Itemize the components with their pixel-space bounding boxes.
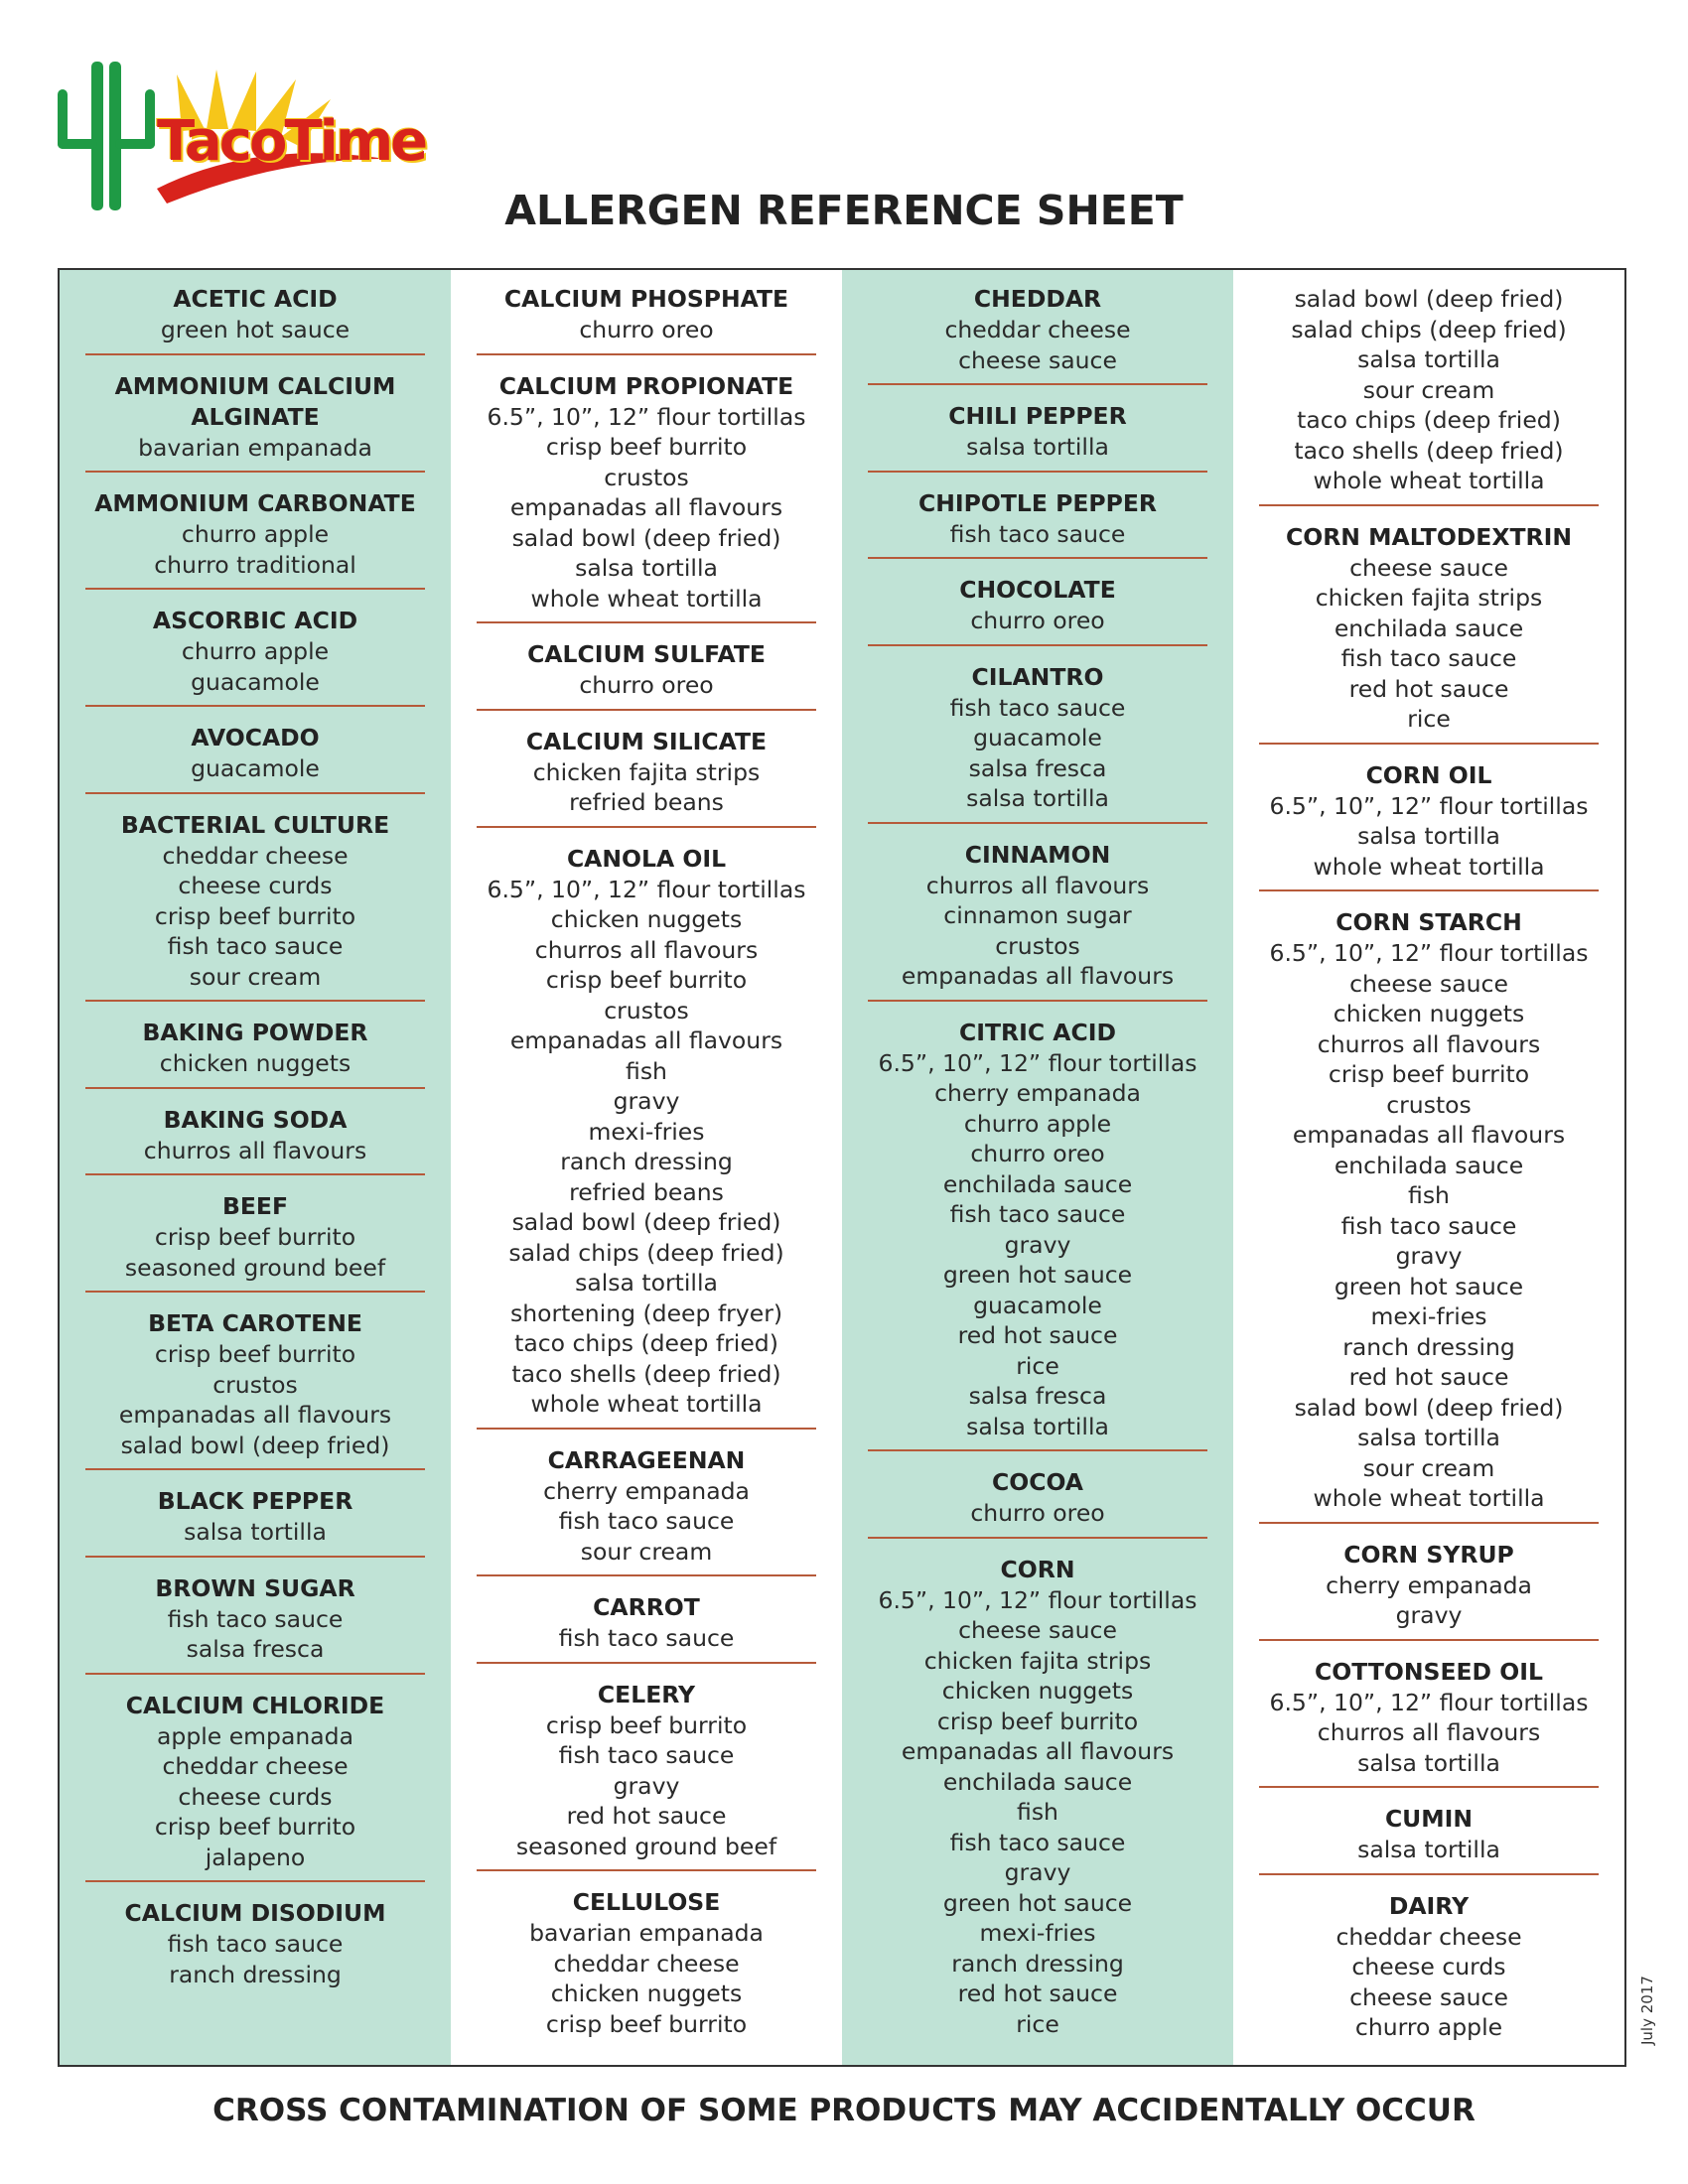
product-item: empanadas all flavours: [901, 1737, 1175, 1765]
product-item: sour cream: [189, 962, 322, 991]
product-item: crustos: [604, 463, 689, 491]
product-item: crisp beef burrito: [545, 2009, 748, 2038]
allergen-entry: [868, 397, 1207, 473]
product-item: 6.5”, 10”, 12” flour tortillas: [1269, 791, 1589, 820]
allergen-name: AVOCADO: [191, 724, 320, 751]
allergen-name: CARRAGEENAN: [547, 1445, 746, 1474]
column-2: [451, 270, 842, 2065]
product-item: gravy: [1004, 1230, 1071, 1259]
product-item: salsa tortilla: [966, 1412, 1109, 1440]
product-item: salad bowl (deep fried): [1294, 285, 1564, 313]
product-item: cheese sauce: [1349, 969, 1508, 998]
product-item: whole wheat tortilla: [1313, 467, 1545, 494]
allergen-name: CITRIC ACID: [959, 1018, 1116, 1046]
allergen-name: CALCIUM CHLORIDE: [125, 1691, 385, 1719]
product-item: guacamole: [973, 724, 1102, 751]
allergen-entry: [85, 806, 425, 1003]
product-item: sour cream: [1362, 375, 1495, 404]
product-item: crisp beef burrito: [154, 901, 356, 930]
allergen-name: AMMONIUM CALCIUM ALGINATE: [114, 371, 396, 431]
allergen-name: CHILI PEPPER: [948, 402, 1127, 430]
product-item: sour cream: [580, 1537, 713, 1566]
product-item: fish taco sauce: [167, 932, 344, 960]
allergen-entry: [868, 1463, 1207, 1539]
allergen-name: CHEDDAR: [973, 285, 1102, 313]
product-item: churro apple: [181, 637, 330, 665]
product-item: salad bowl (deep fried): [120, 1431, 390, 1459]
allergen-entry: [1259, 1887, 1599, 2051]
allergen-name: BETA CAROTENE: [148, 1309, 362, 1337]
product-item: fish: [1017, 1798, 1058, 1826]
product-item: bavarian empanada: [529, 1919, 764, 1947]
product-item: salsa tortilla: [575, 554, 718, 582]
product-item: taco chips (deep fried): [514, 1329, 778, 1357]
product-item: green hot sauce: [942, 1888, 1133, 1917]
product-item: 6.5”, 10”, 12” flour tortillas: [1269, 939, 1589, 967]
allergen-name: BLACK PEPPER: [157, 1487, 353, 1515]
product-item: fish taco sauce: [167, 1930, 344, 1958]
product-item: 6.5”, 10”, 12” flour tortillas: [487, 875, 806, 903]
product-item: crustos: [995, 931, 1080, 960]
product-item: cheese sauce: [1349, 1982, 1508, 2011]
product-item: empanadas all flavours: [118, 1401, 392, 1429]
product-item: crustos: [212, 1370, 298, 1399]
product-item: taco shells (deep fried): [1294, 436, 1564, 465]
product-item: salad chips (deep fried): [1291, 315, 1567, 343]
product-item: cheese curds: [178, 872, 333, 899]
product-item: crisp beef burrito: [154, 1340, 356, 1368]
allergen-name: BACTERIAL CULTURE: [120, 810, 390, 839]
product-item: bavarian empanada: [138, 433, 372, 462]
product-item: empanadas all flavours: [509, 493, 783, 521]
product-item: cheese sauce: [958, 345, 1117, 374]
product-item: churros all flavours: [143, 1136, 367, 1164]
product-item: ranch dressing: [1342, 1332, 1515, 1361]
allergen-entry: [85, 1482, 425, 1558]
product-item: salsa fresca: [968, 753, 1107, 782]
allergen-name: CHOCOLATE: [959, 576, 1116, 604]
product-item: mexi-fries: [1370, 1302, 1487, 1330]
allergen-entry: [477, 635, 816, 711]
product-item: gravy: [613, 1771, 680, 1800]
product-item: crisp beef burrito: [936, 1706, 1139, 1735]
product-item: salsa tortilla: [184, 1518, 327, 1546]
allergen-name: CINNAMON: [964, 840, 1111, 869]
allergen-name: CILANTRO: [971, 662, 1104, 691]
product-item: cheese curds: [1351, 1953, 1506, 1980]
allergen-name: CANOLA OIL: [566, 844, 727, 873]
product-item: ranch dressing: [560, 1148, 733, 1175]
product-item: cinnamon sugar: [943, 901, 1132, 929]
product-item: cheddar cheese: [162, 841, 349, 870]
product-item: salsa tortilla: [966, 784, 1109, 812]
allergen-entry: [477, 280, 816, 355]
allergen-name: CALCIUM DISODIUM: [124, 1899, 386, 1927]
product-item: seasoned ground beef: [124, 1253, 386, 1282]
allergen-entry: [477, 367, 816, 624]
product-item: empanadas all flavours: [509, 1026, 783, 1054]
allergen-entry: [85, 484, 425, 590]
product-item: jalapeno: [205, 1843, 306, 1871]
product-item: fish taco sauce: [1340, 644, 1517, 672]
product-item: crustos: [1386, 1090, 1472, 1119]
product-item: churro oreo: [579, 316, 714, 343]
logo-text: TacoTime: [157, 109, 426, 174]
product-item: cherry empanada: [543, 1476, 750, 1505]
allergen-entry: [477, 1441, 816, 1577]
allergen-entry: [868, 1551, 1207, 2048]
product-item: crisp beef burrito: [545, 966, 748, 994]
product-item: salsa tortilla: [966, 433, 1109, 461]
allergen-name: CALCIUM SULFATE: [527, 640, 766, 668]
product-item: mexi-fries: [979, 1919, 1096, 1947]
product-item: ranch dressing: [169, 1960, 342, 1988]
product-item: whole wheat tortilla: [1313, 1484, 1545, 1512]
allergen-name: CARROT: [593, 1593, 700, 1621]
product-item: salad bowl (deep fried): [511, 1208, 781, 1236]
product-item: salsa tortilla: [1357, 345, 1500, 373]
allergen-name: ACETIC ACID: [173, 285, 338, 313]
product-item: chicken nuggets: [550, 905, 743, 933]
product-item: shortening (deep fryer): [509, 1298, 783, 1327]
product-item: churros all flavours: [1317, 1718, 1541, 1746]
allergen-name: CORN MALTODEXTRIN: [1285, 522, 1573, 551]
allergen-entry: [85, 1687, 425, 1883]
allergen-entry: [85, 1570, 425, 1675]
allergen-name: CORN: [1000, 1555, 1075, 1583]
product-item: fish: [626, 1056, 667, 1085]
allergen-name: COCOA: [991, 1468, 1083, 1496]
allergen-entry: [85, 719, 425, 794]
product-item: mexi-fries: [588, 1117, 705, 1146]
product-item: whole wheat tortilla: [530, 1390, 763, 1418]
product-item: green hot sauce: [1334, 1272, 1524, 1300]
product-item: red hot sauce: [1348, 1363, 1509, 1391]
allergen-name: CALCIUM SILICATE: [525, 727, 768, 755]
allergen-entry: [477, 1588, 816, 1664]
allergen-entry: [868, 1014, 1207, 1452]
product-item: taco shells (deep fried): [511, 1359, 781, 1388]
allergen-entry: [85, 367, 425, 474]
allergen-entry: [1259, 903, 1599, 1524]
product-item: seasoned ground beef: [515, 1832, 777, 1860]
product-item: empanadas all flavours: [1292, 1121, 1566, 1149]
allergen-entry: [868, 658, 1207, 824]
allergen-entry: [85, 280, 425, 355]
product-item: enchilada sauce: [942, 1169, 1133, 1198]
product-item: 6.5”, 10”, 12” flour tortillas: [487, 402, 806, 431]
product-item: enchilada sauce: [1334, 1151, 1524, 1179]
product-item: red hot sauce: [1348, 674, 1509, 703]
product-item: churro oreo: [970, 1499, 1105, 1527]
product-item: guacamole: [191, 667, 320, 696]
product-item: rice: [1016, 1351, 1059, 1380]
product-item: cherry empanada: [1326, 1570, 1532, 1599]
allergen-entry: [868, 836, 1207, 1002]
product-item: cheddar cheese: [553, 1949, 740, 1978]
product-item: salsa fresca: [968, 1382, 1107, 1410]
product-item: gravy: [613, 1087, 680, 1115]
product-item: taco chips (deep fried): [1297, 406, 1561, 434]
product-item: whole wheat tortilla: [530, 584, 763, 613]
allergen-entry: [85, 602, 425, 707]
product-item: salsa tortilla: [1357, 1424, 1500, 1451]
product-item: guacamole: [191, 754, 320, 782]
product-item: 6.5”, 10”, 12” flour tortillas: [878, 1585, 1197, 1614]
product-item: churro apple: [181, 520, 330, 548]
product-item: refried beans: [569, 788, 724, 816]
product-item: salsa tortilla: [1357, 1836, 1500, 1863]
product-item: chicken nuggets: [941, 1677, 1134, 1705]
product-item: churro oreo: [579, 671, 714, 699]
product-item: cherry empanada: [934, 1079, 1141, 1107]
allergen-name: CALCIUM PHOSPHATE: [503, 285, 789, 313]
product-item: fish taco sauce: [167, 1604, 344, 1633]
allergen-entry: [1259, 280, 1599, 506]
product-item: salad bowl (deep fried): [511, 523, 781, 552]
product-item: crustos: [604, 996, 689, 1024]
product-item: salsa tortilla: [575, 1269, 718, 1297]
product-item: cheese sauce: [1349, 553, 1508, 582]
allergen-entry: [1259, 1800, 1599, 1875]
product-item: fish taco sauce: [558, 1741, 735, 1769]
column-4: [1233, 270, 1624, 2065]
page-title: ALLERGEN REFERENCE SHEET: [504, 187, 1184, 234]
date-stamp: July 2017: [1638, 1976, 1656, 2045]
allergen-entry: [477, 840, 816, 1430]
product-item: salad chips (deep fried): [508, 1238, 784, 1267]
product-item: salsa fresca: [186, 1635, 325, 1663]
product-item: 6.5”, 10”, 12” flour tortillas: [878, 1048, 1197, 1077]
product-item: churro traditional: [154, 550, 356, 579]
product-item: cheddar cheese: [1336, 1922, 1522, 1951]
product-item: fish taco sauce: [949, 1200, 1126, 1228]
product-item: crisp beef burrito: [545, 1710, 748, 1739]
product-item: cheese sauce: [958, 1616, 1117, 1644]
product-item: chicken fajita strips: [532, 757, 761, 786]
product-item: fish taco sauce: [558, 1624, 735, 1652]
product-item: rice: [1016, 2009, 1059, 2038]
allergen-entry: [1259, 518, 1599, 745]
allergen-name: CORN OIL: [1365, 760, 1492, 789]
product-item: cheddar cheese: [162, 1752, 349, 1780]
allergen-table: [58, 268, 1626, 2067]
product-item: salsa tortilla: [1357, 822, 1500, 850]
allergen-name: CALCIUM PROPIONATE: [498, 371, 794, 400]
product-item: green hot sauce: [942, 1261, 1133, 1289]
allergen-name: CHIPOTLE PEPPER: [918, 488, 1157, 517]
product-item: chicken nuggets: [159, 1049, 352, 1077]
product-item: churros all flavours: [1317, 1029, 1541, 1058]
product-item: churro oreo: [970, 607, 1105, 634]
allergen-entry: [1259, 1653, 1599, 1789]
product-item: guacamole: [973, 1291, 1102, 1319]
product-item: crisp beef burrito: [154, 1813, 356, 1841]
product-item: red hot sauce: [957, 1979, 1118, 2007]
product-item: chicken fajita strips: [923, 1646, 1152, 1675]
product-item: gravy: [1004, 1858, 1071, 1886]
product-item: chicken nuggets: [550, 1979, 743, 2007]
allergen-entry: [477, 723, 816, 828]
product-item: fish taco sauce: [949, 519, 1126, 548]
allergen-name: CELLULOSE: [572, 1888, 721, 1916]
product-item: whole wheat tortilla: [1313, 852, 1545, 881]
product-item: fish taco sauce: [949, 693, 1126, 722]
product-item: chicken nuggets: [1333, 1000, 1525, 1027]
product-item: fish: [1408, 1181, 1450, 1209]
allergen-name: CORN STARCH: [1336, 908, 1522, 936]
allergen-name: BAKING SODA: [163, 1105, 348, 1134]
allergen-name: BAKING POWDER: [142, 1019, 368, 1046]
product-item: red hot sauce: [957, 1321, 1118, 1349]
allergen-name: CUMIN: [1384, 1805, 1474, 1833]
product-item: cheese curds: [178, 1782, 333, 1811]
product-item: salad bowl (deep fried): [1294, 1393, 1564, 1422]
product-item: cheddar cheese: [944, 316, 1131, 343]
product-item: apple empanada: [157, 1721, 353, 1750]
product-item: chicken fajita strips: [1315, 584, 1543, 612]
product-item: fish taco sauce: [558, 1507, 735, 1535]
column-1: [60, 270, 451, 2065]
allergen-name: AMMONIUM CARBONATE: [94, 489, 416, 517]
allergen-entry: [85, 1187, 425, 1293]
allergen-entry: [85, 1014, 425, 1089]
allergen-name: CELERY: [597, 1680, 696, 1708]
product-item: green hot sauce: [160, 316, 351, 343]
product-item: rice: [1407, 705, 1451, 733]
allergen-entry: [868, 484, 1207, 560]
column-3: [842, 270, 1233, 2065]
product-item: crisp beef burrito: [1328, 1060, 1530, 1088]
allergen-name: BROWN SUGAR: [155, 1573, 355, 1602]
allergen-entry: [868, 280, 1207, 385]
product-item: crisp beef burrito: [545, 433, 748, 461]
product-item: refried beans: [569, 1177, 724, 1206]
product-item: fish taco sauce: [949, 1828, 1126, 1856]
product-item: empanadas all flavours: [901, 962, 1175, 990]
allergen-name: CORN SYRUP: [1343, 1540, 1514, 1569]
allergen-entry: [477, 1676, 816, 1872]
allergen-entry: [1259, 1536, 1599, 1641]
product-item: enchilada sauce: [1334, 614, 1524, 642]
allergen-name: BEEF: [221, 1192, 289, 1220]
product-item: red hot sauce: [566, 1802, 727, 1830]
product-item: sour cream: [1362, 1453, 1495, 1482]
product-item: crisp beef burrito: [154, 1223, 356, 1251]
allergen-entry: [1259, 756, 1599, 892]
product-item: churros all flavours: [534, 935, 759, 964]
allergen-entry: [85, 1101, 425, 1176]
product-item: gravy: [1395, 1601, 1463, 1629]
product-item: churro apple: [963, 1109, 1112, 1138]
product-item: churro oreo: [970, 1140, 1105, 1167]
product-item: churro apple: [1354, 2013, 1503, 2041]
product-item: churros all flavours: [925, 871, 1150, 899]
allergen-name: ASCORBIC ACID: [152, 607, 358, 634]
product-item: ranch dressing: [951, 1949, 1124, 1978]
allergen-entry: [85, 1894, 425, 1997]
product-item: fish taco sauce: [1340, 1211, 1517, 1240]
allergen-name: DAIRY: [1388, 1891, 1470, 1920]
product-item: 6.5”, 10”, 12” flour tortillas: [1269, 1688, 1589, 1716]
product-item: enchilada sauce: [942, 1767, 1133, 1796]
product-item: gravy: [1395, 1242, 1463, 1270]
allergen-entry: [477, 1883, 816, 2047]
cross-contamination-notice: CROSS CONTAMINATION OF SOME PRODUCTS MAY ACCIDENTALLY OCCUR: [212, 2093, 1476, 2128]
allergen-name: COTTONSEED OIL: [1315, 1657, 1543, 1686]
allergen-entry: [85, 1304, 425, 1470]
product-item: salsa tortilla: [1357, 1748, 1500, 1777]
allergen-entry: [868, 571, 1207, 646]
